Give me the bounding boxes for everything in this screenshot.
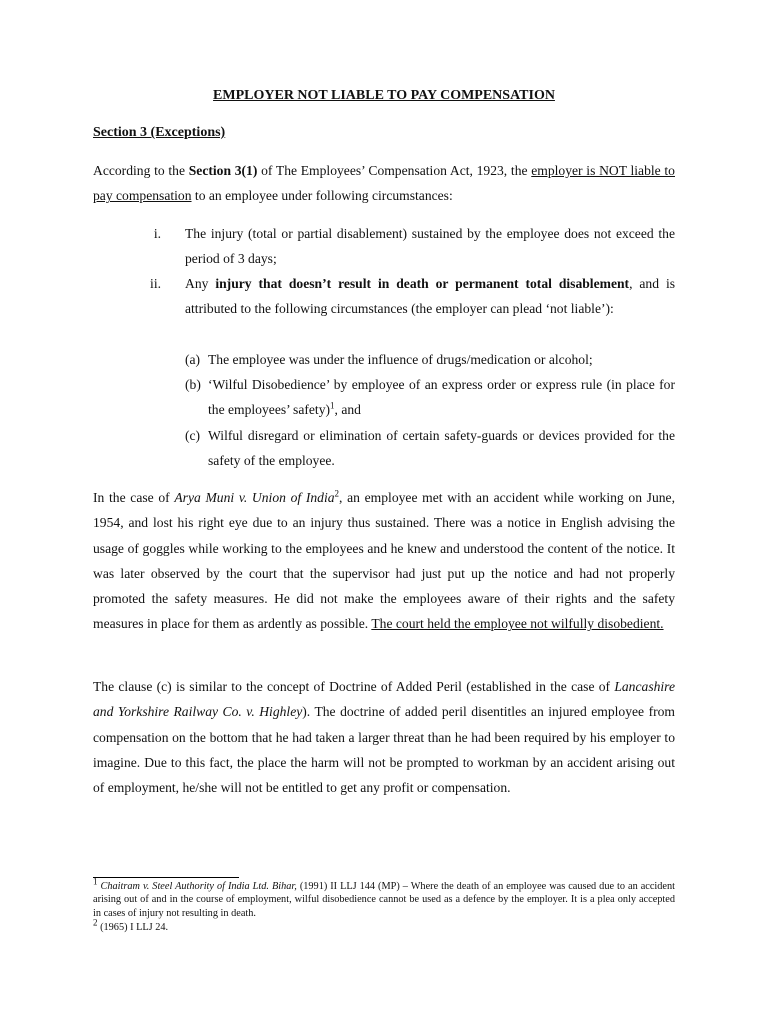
intro-emphasis: employer is NOT liable to pay compensation: [93, 163, 675, 204]
sublist-item-text: , and: [334, 402, 361, 418]
list-item-text: , and is attributed to the following circumstances (the employer can plead ‘not liable’):: [185, 276, 676, 317]
clause-paragraph: [93, 674, 675, 800]
sublist-item: The employee was under the influence of drugs/medication or alcohol;: [208, 352, 593, 367]
footnote: [93, 917, 675, 934]
footnote-ref: 1: [330, 400, 335, 411]
footnote-divider: [93, 877, 239, 878]
sublist-label: (a): [185, 352, 201, 367]
intro-text: of The Employees’ Compensation Act, 1923, the: [257, 163, 532, 178]
list-number: ii.: [150, 276, 161, 291]
sublist-item-text: ‘Wilful Disobedience’ by employee of an express order or express rule (in place for the employees’ safety): [208, 377, 675, 418]
sublist-label: (b): [185, 377, 201, 392]
intro-text: According to the: [93, 163, 189, 178]
list-item-text: Any: [185, 276, 216, 291]
list-item: [185, 271, 675, 322]
footnote-case: Chaitram v. Steel Authority of India Ltd. Bihar,: [100, 881, 297, 892]
sublist-item: Wilful disregard or elimination of certain safety-guards or devices provided for the safety of the employee.: [208, 428, 675, 469]
case-name: Arya Muni v. Union of India: [174, 490, 335, 505]
intro-paragraph: [93, 158, 675, 209]
list-item: The injury (total or partial disablement) sustained by the employee does not exceed the period of 3 days;: [185, 226, 675, 267]
footnote-ref: 2: [334, 488, 340, 499]
court-holding: The court held the employee not wilfully disobedient.: [371, 616, 664, 632]
paragraph-text: The clause (c) is similar to the concept of Doctrine of Added Peril (established in the case of: [93, 679, 615, 694]
paragraph-text: In the case of: [93, 490, 175, 505]
footnote-number: 1: [93, 876, 98, 887]
page-title: EMPLOYER NOT LIABLE TO PAY COMPENSATION: [213, 88, 555, 103]
sublist-label: (c): [185, 428, 201, 443]
list-number: i.: [153, 226, 161, 241]
case-name: Lancashire and Yorkshire Railway Co. v. Highley: [93, 679, 675, 720]
footnote-number: 2: [93, 917, 98, 928]
footnote-text: (1965) I LLJ 24.: [97, 922, 169, 933]
paragraph-text: ). The doctrine of added peril disentitles an injured employee from compensation on the bottom that he had taken a larger threat than he had been required by his employer to imagine. Due to this fact, the place the harm will not be prompted to workman by an accident arising out of employment, he/she will not be entitled to get any profit or compensation.: [93, 704, 675, 796]
section-heading: Section 3 (Exceptions): [93, 125, 226, 140]
case-paragraph: [93, 485, 675, 637]
intro-text: to an employee under following circumstances:: [191, 188, 453, 204]
section-reference: Section 3(1): [188, 163, 258, 178]
list-item-emphasis: injury that doesn’t result in death or permanent total disablement: [215, 276, 630, 291]
footnote: [93, 876, 675, 920]
sublist-item: [208, 372, 675, 423]
footnote-text: (1991) II LLJ 144 (MP) – Where the death of an employee was caused due to an accident arising out of and in the course of employment, wilful disobedience cannot be used as a defence by the employer. It is a plea only accepted in cases of injury not resulting in death.: [93, 881, 675, 919]
paragraph-text: , an employee met with an accident while working on June, 1954, and lost his right eye due to an injury thus sustained. There was a notice in English advising the usage of goggles while working to the employees and he knew and understood the content of the notice. It was later observed by the court that the supervisor had just put up the notice and had not properly promoted the safety measures. He did not make the employees aware of their rights and the safety measures in place for them as ardently as possible.: [93, 490, 675, 632]
